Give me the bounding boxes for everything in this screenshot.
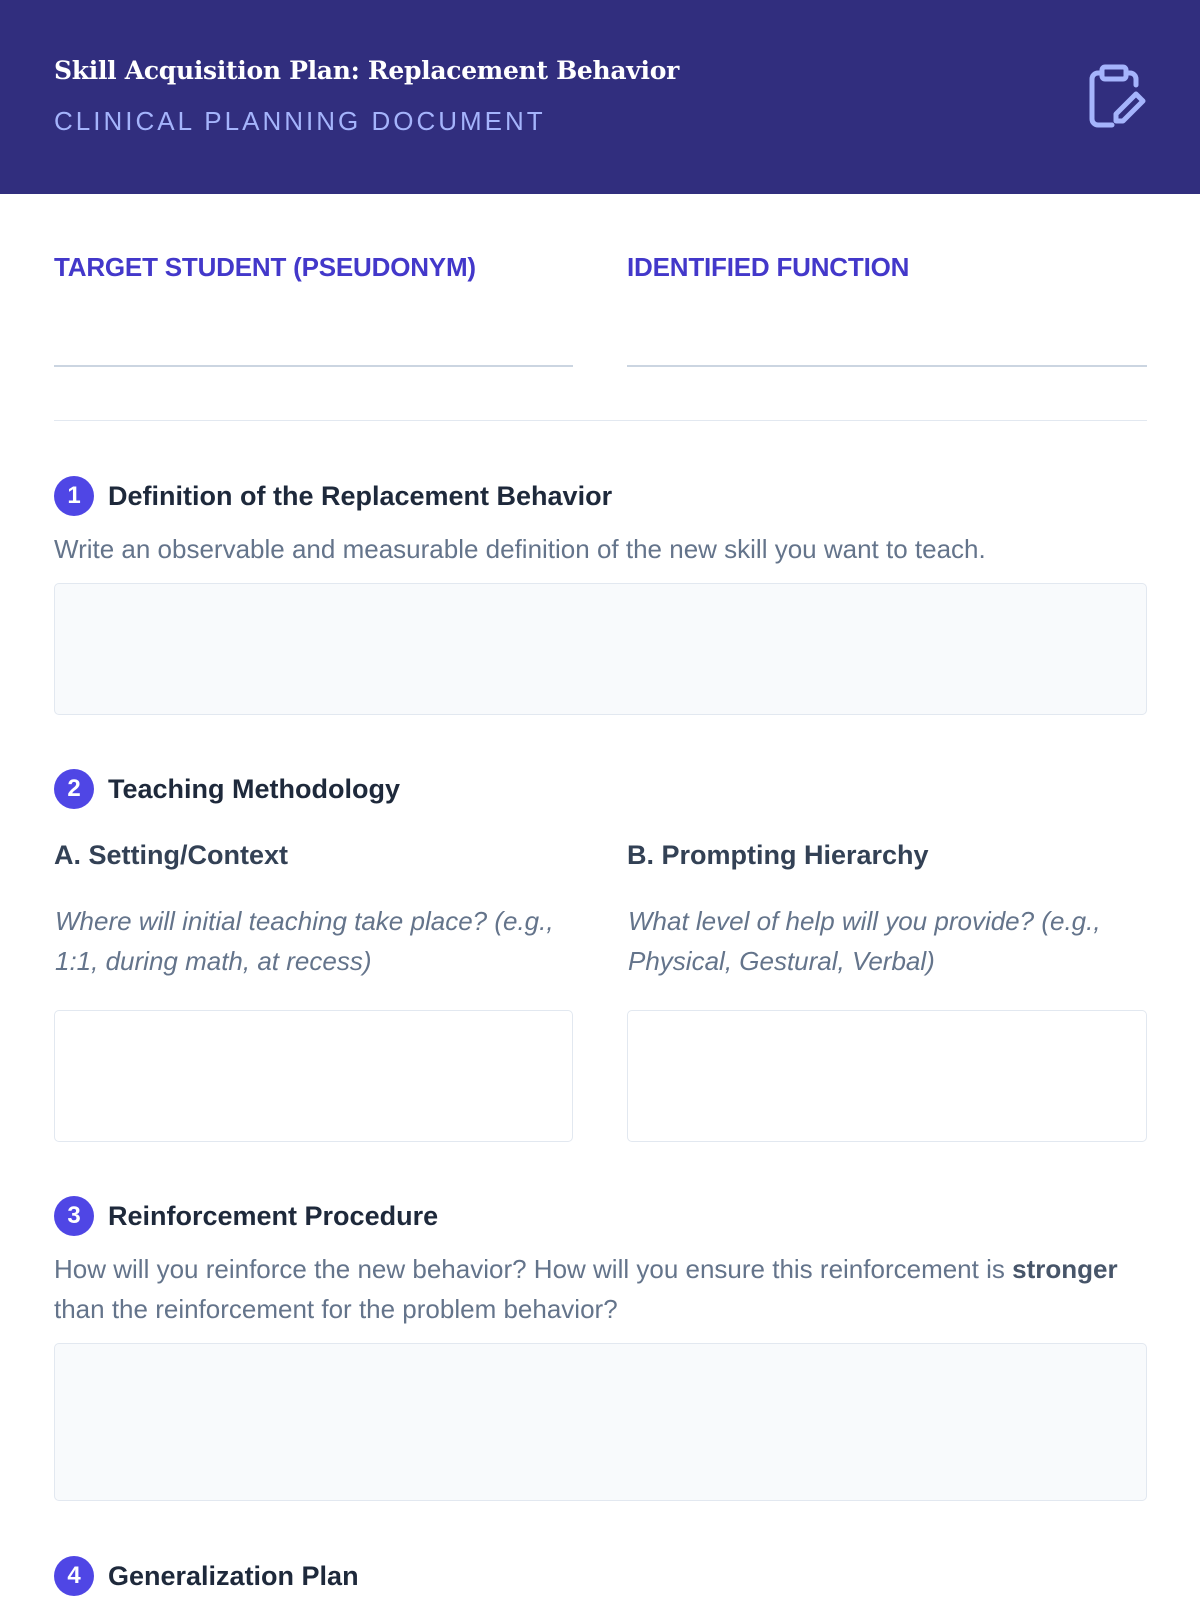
section-1-heading — [54, 476, 612, 516]
section-1-description: Write an observable and measurable definition of the new skill you want to teach. — [54, 534, 986, 564]
reinforcement-procedure-input[interactable] — [54, 1343, 1147, 1501]
description-emphasis: stronger — [1012, 1254, 1118, 1284]
header-divider — [54, 420, 1147, 421]
setting-context-input[interactable] — [54, 1010, 573, 1142]
identified-function-input[interactable] — [627, 310, 1147, 367]
replacement-behavior-definition-input[interactable] — [54, 583, 1147, 715]
section-title: Generalization Plan — [108, 1560, 359, 1591]
document-title: Skill Acquisition Plan: Replacement Behavior — [54, 56, 679, 85]
setting-context-hint: Where will initial teaching take place? (e.g., 1:1, during math, at recess) — [55, 906, 554, 976]
clipboard-edit-icon — [1084, 64, 1148, 130]
section-2-heading — [54, 769, 400, 809]
section-number-badge: 3 — [54, 1196, 94, 1236]
prompting-hierarchy-input[interactable] — [627, 1010, 1147, 1142]
section-title: Reinforcement Procedure — [108, 1200, 439, 1231]
section-number-badge: 2 — [54, 769, 94, 809]
section-3-description — [54, 1249, 1147, 1329]
document-subtitle: CLINICAL PLANNING DOCUMENT — [54, 106, 546, 136]
document-header — [0, 0, 1200, 194]
section-title: Teaching Methodology — [108, 773, 400, 804]
prompting-hierarchy-hint: What level of help will you provide? (e.g., Physical, Gestural, Verbal) — [628, 906, 1101, 976]
target-student-label: TARGET STUDENT (PSEUDONYM) — [54, 252, 476, 282]
section-4-heading — [54, 1556, 359, 1596]
identified-function-label: IDENTIFIED FUNCTION — [627, 252, 910, 282]
section-3-heading — [54, 1196, 438, 1236]
description-text: than the reinforcement for the problem behavior? — [54, 1294, 618, 1324]
section-title: Definition of the Replacement Behavior — [108, 480, 613, 511]
section-number-badge: 4 — [54, 1556, 94, 1596]
target-student-input[interactable] — [54, 310, 573, 367]
section-number-badge: 1 — [54, 476, 94, 516]
setting-context-title: A. Setting/Context — [54, 840, 288, 870]
prompting-hierarchy-title: B. Prompting Hierarchy — [627, 840, 929, 870]
description-text: How will you reinforce the new behavior? How will you ensure this reinforcement is — [54, 1254, 1005, 1284]
